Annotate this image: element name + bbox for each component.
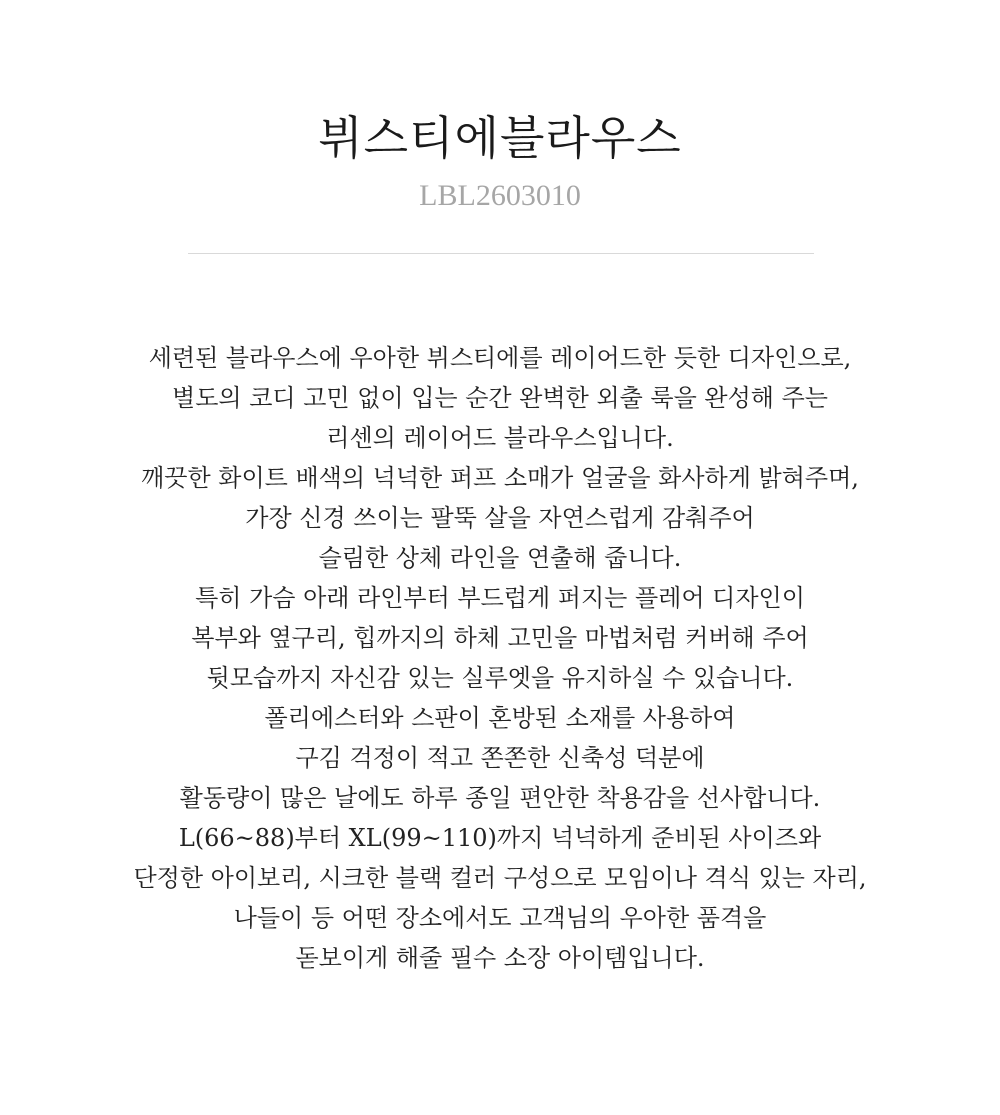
- product-title: 뷔스티에블라우스: [318, 111, 682, 165]
- description-line: 나들이 등 어떤 장소에서도 고객님의 우아한 품격을: [233, 904, 767, 932]
- description-line: 별도의 코디 고민 없이 입는 순간 완벽한 외출 룩을 완성해 주는: [172, 384, 828, 412]
- description-line: 활동량이 많은 날에도 하루 종일 편안한 착용감을 선사합니다.: [179, 784, 821, 812]
- title-divider: [188, 253, 814, 254]
- description-line: 가장 신경 쓰이는 팔뚝 살을 자연스럽게 감춰주어: [245, 504, 755, 532]
- description-line: 돋보이게 해줄 필수 소장 아이템입니다.: [295, 944, 705, 972]
- description-line: 폴리에스터와 스판이 혼방된 소재를 사용하여: [264, 704, 736, 732]
- product-code: LBL2603010: [419, 179, 581, 212]
- description-line: L(66~88)부터 XL(99~110)까지 넉넉하게 준비된 사이즈와: [178, 824, 822, 852]
- description-line: 뒷모습까지 자신감 있는 실루엣을 유지하실 수 있습니다.: [206, 664, 794, 692]
- product-description: [40, 338, 960, 978]
- description-line: 특히 가슴 아래 라인부터 부드럽게 퍼지는 플레어 디자인이: [195, 584, 805, 612]
- description-line: 깨끗한 화이트 배색의 넉넉한 퍼프 소매가 얼굴을 화사하게 밝혀주며,: [141, 464, 859, 492]
- description-line: 리센의 레이어드 블라우스입니다.: [326, 424, 674, 452]
- description-line: 구김 걱정이 적고 쫀쫀한 신축성 덕분에: [295, 744, 705, 772]
- description-line: 단정한 아이보리, 시크한 블랙 컬러 구성으로 모임이나 격식 있는 자리,: [133, 864, 867, 892]
- description-line: 복부와 옆구리, 힙까지의 하체 고민을 마법처럼 커버해 주어: [191, 624, 809, 652]
- description-line: 세련된 블라우스에 우아한 뷔스티에를 레이어드한 듯한 디자인으로,: [148, 344, 852, 372]
- description-line: 슬림한 상체 라인을 연출해 줍니다.: [318, 544, 682, 572]
